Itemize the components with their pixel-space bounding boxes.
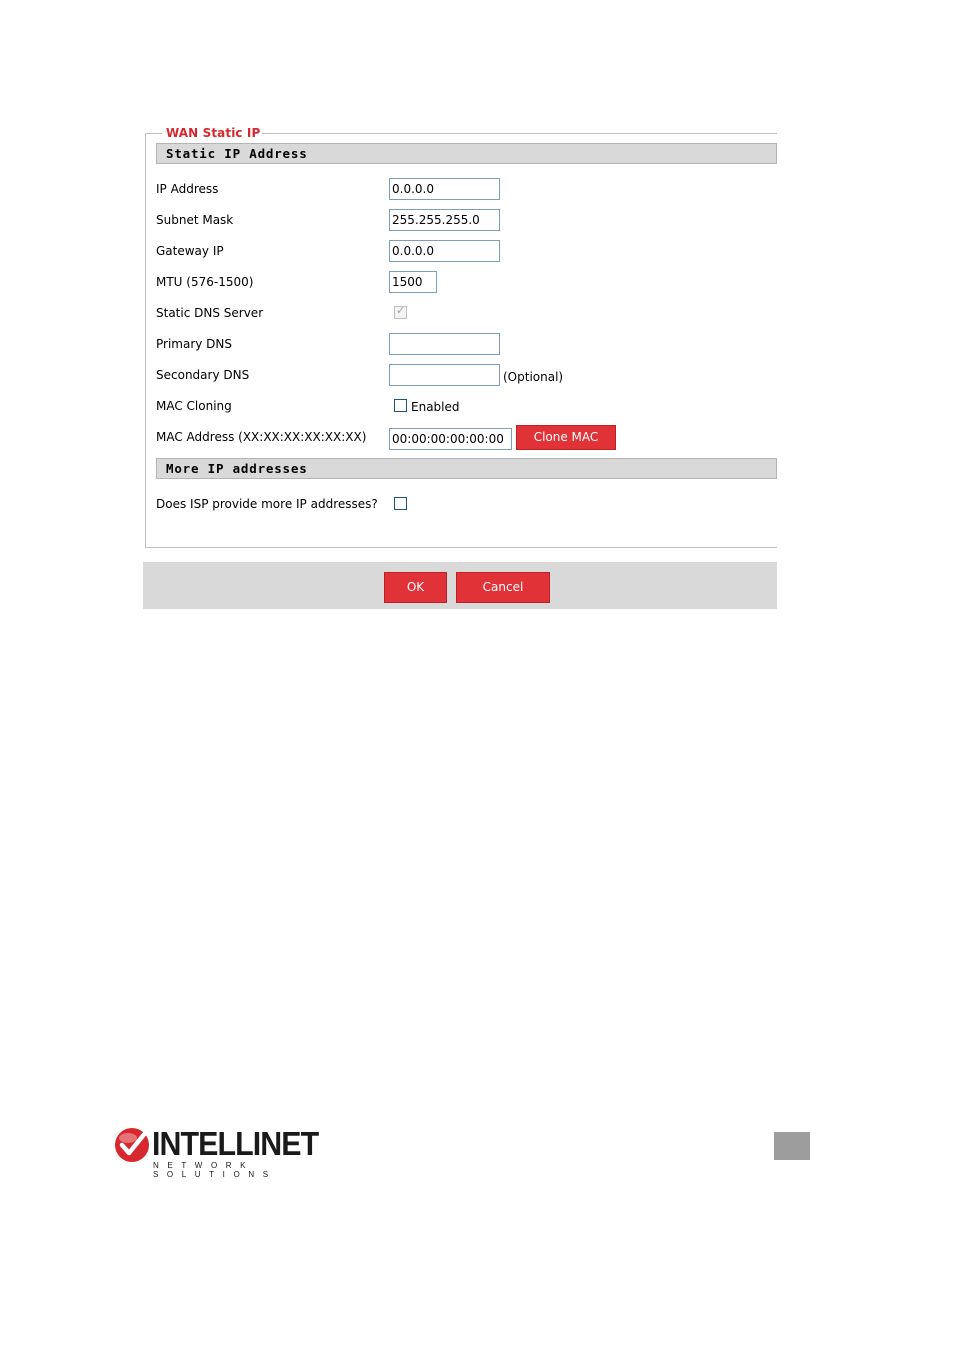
primary-dns-label: Primary DNS [156,337,233,351]
page-number-box [774,1132,810,1160]
secondary-dns-label: Secondary DNS [156,368,250,382]
primary-dns-input[interactable] [389,333,500,355]
static-dns-label: Static DNS Server [156,306,264,320]
mac-address-input[interactable]: 00:00:00:00:00:00 [389,428,512,450]
gateway-ip-label: Gateway IP [156,244,224,258]
mac-cloning-enabled-label: Enabled [411,400,460,414]
mac-address-label: MAC Address (XX:XX:XX:XX:XX:XX) [156,430,367,444]
clone-mac-button[interactable]: Clone MAC [516,425,616,450]
more-ip-checkbox[interactable] [394,497,407,510]
subnet-mask-input[interactable]: 255.255.255.0 [389,209,500,231]
logo-check-icon [114,1126,150,1164]
secondary-dns-input[interactable] [389,364,500,386]
ip-address-input[interactable]: 0.0.0.0 [389,178,500,200]
optional-hint: (Optional) [503,370,564,384]
subnet-mask-label: Subnet Mask [156,213,234,227]
mac-cloning-checkbox[interactable] [394,399,407,412]
more-ip-label: Does ISP provide more IP addresses? [156,497,378,511]
checkmark-icon: ✓ [396,304,406,317]
mac-cloning-label: MAC Cloning [156,399,232,413]
logo-tagline: NETWORK SOLUTIONS [153,1161,277,1179]
fieldset-legend: WAN Static IP [166,126,261,140]
logo-wordmark: INTELLINET [152,1125,319,1162]
intellinet-logo [114,1125,354,1179]
static-dns-checkbox[interactable] [394,306,407,319]
cancel-button[interactable]: Cancel [456,572,550,603]
mtu-input[interactable]: 1500 [389,271,437,293]
fieldset-border-right [258,133,777,134]
gateway-ip-input[interactable]: 0.0.0.0 [389,240,500,262]
fieldset-border-left [146,133,162,134]
mtu-label: MTU (576-1500) [156,275,254,289]
section-header-more-ip: More IP addresses [156,458,777,479]
ok-button[interactable]: OK [384,572,447,603]
ip-address-label: IP Address [156,182,219,196]
section-header-static-ip: Static IP Address [156,143,777,164]
